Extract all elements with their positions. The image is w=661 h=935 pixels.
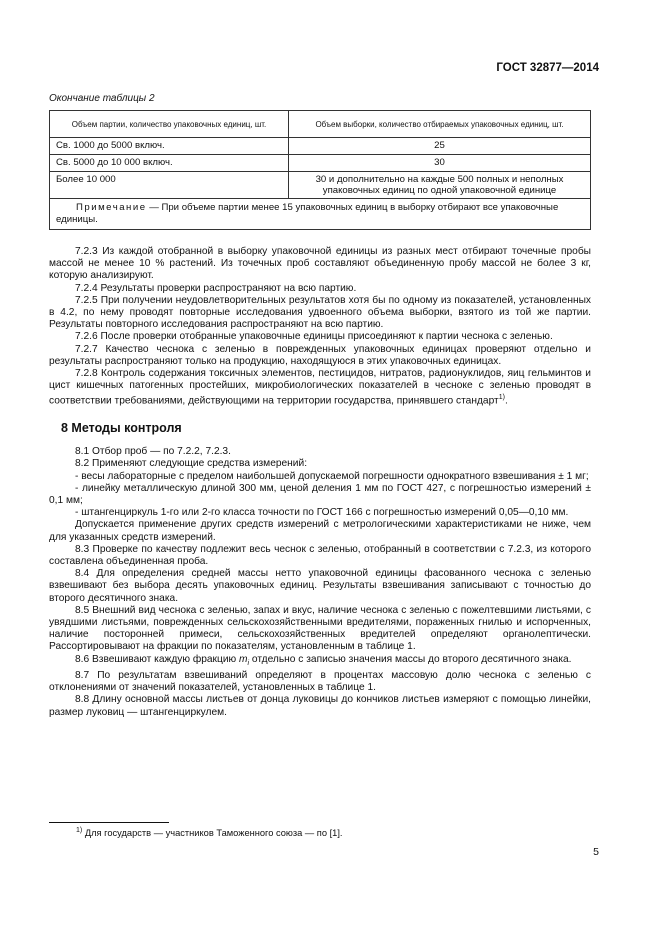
table-row [50, 138, 591, 155]
table-cell: Более 10 000 [50, 172, 289, 199]
table-note-row [50, 199, 591, 230]
paragraph-text: 8.6 Взвешивают каждую фракцию [75, 653, 239, 665]
section-title: 8 Методы контроля [61, 421, 182, 436]
mass-variable: m [239, 653, 248, 665]
paragraph-text: отдельно с записью значения массы до второго десятичного знака. [249, 653, 572, 665]
document-header: ГОСТ 32877—2014 [496, 62, 599, 74]
paragraph [49, 368, 591, 408]
note-text: — При объеме партии менее 15 упаковочных единиц в выборку отбирают все упаковочные единицы. [56, 202, 559, 225]
paragraph: 8.8 Длину основной массы листьев от донца луковицы до кончиков листьев измеряют с помощью линейки, размер луковиц — штангенциркулем. [49, 694, 591, 718]
table-row [50, 172, 591, 199]
table-header-cell: Объем выборки, количество отбираемых упаковочных единиц, шт. [289, 111, 591, 138]
mass-index: i [247, 659, 250, 667]
table-header-cell: Объем партии, количество упаковочных единиц, шт. [50, 111, 289, 138]
list-item: - весы лабораторные с пределом наибольшей допускаемой погрешности однократного взвешивания ± 1 мг; [75, 470, 589, 482]
list-item: - линейку металлическую длиной 300 мм, ценой деления 1 мм по ГОСТ 427, с погрешностью измерений ± 0,1 мм; [49, 482, 591, 507]
table-cell: 30 и дополнительно на каждые 500 полных и неполных упаковочных единиц по одной упаковочной единице [289, 172, 591, 199]
footnote-ref: 1) [498, 394, 505, 402]
table-caption: Окончание таблицы 2 [49, 93, 155, 104]
paragraph: 8.3 Проверке по качеству подлежит весь чеснок с зеленью, отобранный в соответствии с 7.2.3, из которого составлена объединенная проба. [49, 543, 591, 568]
paragraph: 7.2.3 Из каждой отобранной в выборку упаковочной единицы из разных мест отбирают точечные пробы массой не менее 10 % растений. Из точечных проб составляют объединенную пробу массой не более 3 кг, которую анализируют. [49, 246, 591, 282]
paragraph: 7.2.4 Результаты проверки распространяют на всю партию. [75, 282, 357, 294]
paragraph: Допускается применение других средств измерений с метрологическими характеристиками не ниже, чем для указанных средств измерений. [49, 519, 591, 543]
page-number: 5 [593, 846, 599, 858]
paragraph: 8.2 Применяют следующие средства измерений: [75, 458, 308, 470]
paragraph: 7.2.6 После проверки отобранные упаковочные единицы присоединяют к партии чеснока с зеленью. [75, 331, 553, 343]
paragraph: 8.1 Отбор проб — по 7.2.2, 7.2.3. [75, 446, 231, 458]
footnote-divider [49, 822, 169, 823]
table-header-row [50, 111, 591, 138]
paragraph [49, 654, 591, 670]
table-cell: 30 [289, 155, 591, 172]
paragraph: 7.2.7 Качество чеснока с зеленью в поврежденных упаковочных единицах проверяют отдельно и результаты распространяют только на продукцию, находящуюся в этих упаковочных единицах. [49, 343, 591, 367]
note-label: Примечание [76, 202, 147, 213]
document-body [49, 246, 591, 719]
paragraph: 7.2.5 При получении неудовлетворительных результатов хотя бы по одному из показателей, установленных в 4.2, по нему проводят повторные исследования удвоенного объема выборки, взятого из той же партии. Результаты повторного исследования распространяют на всю партию. [49, 294, 591, 331]
table-row [50, 155, 591, 172]
table-cell: Св. 5000 до 10 000 включ. [50, 155, 289, 172]
footnote-mark: 1) [76, 827, 83, 834]
paragraph-text: 7.2.8 Контроль содержания токсичных элементов, пестицидов, нитратов, радионуклидов, яиц гельминтов и цист кишечных патогенных простейших, микробиологических показателей в чесноке с зеленью проводят в соответствии требованиями, действующими на территории государства, принявшего стандарт [49, 368, 591, 407]
table-cell: Св. 1000 до 5000 включ. [50, 138, 289, 155]
footnote [76, 827, 343, 838]
paragraph: 8.7 По результатам взвешиваний определяют в процентах массовую долю чеснока с зеленью с отклонениями от значений показателей, установленных в таблице 1. [49, 669, 591, 694]
list-item: - штангенциркуль 1-го или 2-го класса точности по ГОСТ 166 с погрешностью измерений 0,05—0,10 мм. [75, 507, 569, 519]
table-note [50, 199, 591, 230]
paragraph: 8.4 Для определения средней массы нетто упаковочной единицы фасованного чеснока с зеленью взвешивают без выбора десять упаковочных единиц. Результаты взвешивания записывают с точностью до второго десятичного знака. [49, 568, 591, 604]
paragraph-end: . [504, 395, 508, 407]
table-cell: 25 [289, 138, 591, 155]
footnote-text: Для государств — участников Таможенного союза — по [1]. [82, 828, 343, 839]
paragraph: 8.5 Внешний вид чеснока с зеленью, запах и вкус, наличие чеснока с зеленью с пожелтевшими листьями, с увядшими листьями, поврежденных сельскохозяйственными вредителями, пораженных гнилью и испорченных, наличие посторонней примеси, сельскохозяйственных вредителей определяют органолептически. Рассортировывают на фракции по показателям, установленным в таблице 1. [49, 604, 591, 653]
sample-size-table [49, 110, 591, 230]
